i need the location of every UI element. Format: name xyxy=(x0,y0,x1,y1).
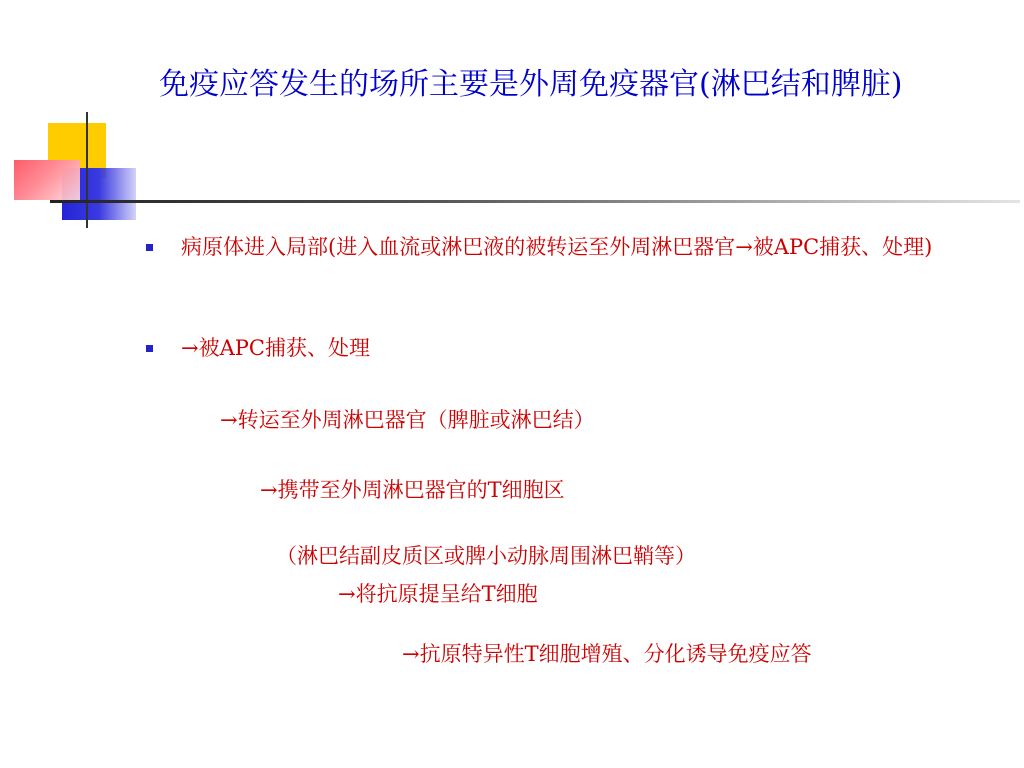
step-line-1: →转运至外周淋巴器官（脾脏或淋巴结） xyxy=(220,408,595,432)
step-line-2: →携带至外周淋巴器官的T细胞区 xyxy=(260,478,565,502)
bullet-square-icon xyxy=(146,244,153,251)
bullet-text: →被APC捕获、处理 xyxy=(181,336,370,360)
step-line-5: →抗原特异性T细胞增殖、分化诱导免疫应答 xyxy=(402,642,812,666)
bullet-square-icon xyxy=(146,345,153,352)
step-line-3: （淋巴结副皮质区或脾小动脉周围淋巴鞘等） xyxy=(276,544,696,568)
bullet-item-1 xyxy=(146,232,986,263)
bullet-item-2 xyxy=(146,333,986,364)
title-divider-line xyxy=(50,200,1020,203)
step-line-4: →将抗原提呈给T细胞 xyxy=(338,582,538,606)
slide-title: 免疫应答发生的场所主要是外周免疫器官(淋巴结和脾脏) xyxy=(159,67,903,102)
decor-vertical-line xyxy=(86,112,88,228)
bullet-text: 病原体进入局部(进入血流或淋巴液的被转运至外周淋巴器官→被APC捕获、处理) xyxy=(181,235,933,259)
decor-red-square xyxy=(14,160,80,200)
